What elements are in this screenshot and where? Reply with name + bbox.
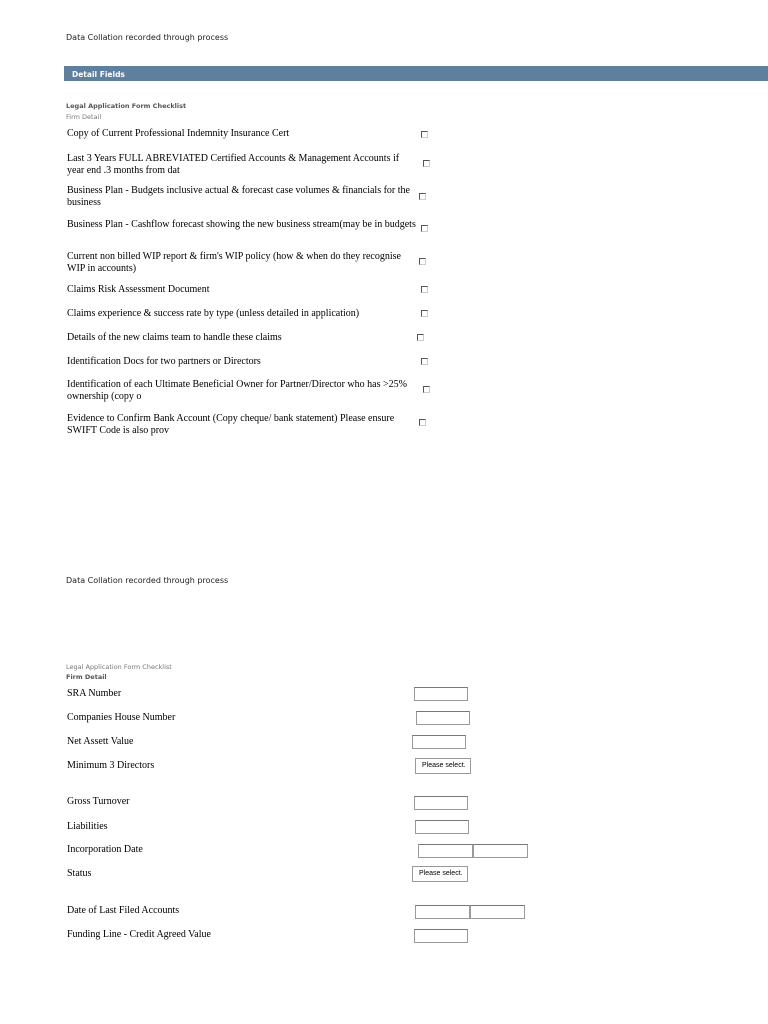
companies-house-number-label: Companies House Number [67,712,176,723]
form-title: Legal Application Form Checklist [66,663,172,671]
sra-number-label: SRA Number [67,688,122,699]
sra-number-input[interactable] [414,687,468,701]
checklist-item-label: Details of the new claims team to handle these claims [67,332,282,343]
checklist-item-label: Copy of Current Professional Indemnity Insurance Cert [67,128,290,139]
liabilities-input[interactable] [415,820,469,834]
gross-turnover-label: Gross Turnover [67,796,130,807]
liabilities-label: Liabilities [67,821,108,832]
checklist-checkbox[interactable] [421,358,428,365]
status-label: Status [67,868,92,879]
last-filed-accounts-label: Date of Last Filed Accounts [67,905,180,916]
gross-turnover-input[interactable] [414,796,468,810]
checklist-item-label: Current non billed WIP report & firm's WIP policy (how & when do they recognise WIP in accounts) [67,251,401,274]
status-select[interactable]: Please select. [412,866,468,882]
checklist-checkbox[interactable] [421,310,428,317]
last-filed-accounts-time-input[interactable] [470,905,525,919]
incorporation-date-label: Incorporation Date [67,844,143,855]
checklist-checkbox[interactable] [419,258,426,265]
checklist-checkbox[interactable] [421,225,428,232]
minimum-directors-label: Minimum 3 Directors [67,760,155,771]
checklist-item-label: Last 3 Years FULL ABREVIATED Certified Accounts & Management Accounts if year end .3 months from dat [67,153,400,176]
checklist-checkbox[interactable] [419,193,426,200]
checklist-item-label: Business Plan - Budgets inclusive actual & forecast case volumes & financials for the business [67,185,410,208]
checklist-checkbox[interactable] [419,419,426,426]
checklist-item-label: Identification Docs for two partners or Directors [67,356,261,367]
net-asset-value-input[interactable] [412,735,466,749]
net-asset-value-label: Net Assett Value [67,736,134,747]
form-subtitle: Firm Detail [66,113,102,121]
page-header: Data Collation recorded through process [66,576,229,585]
last-filed-accounts-input[interactable] [415,905,470,919]
band-label: Detail Fields [72,70,125,79]
checklist-checkbox[interactable] [423,386,430,393]
checklist-checkbox[interactable] [421,286,428,293]
form-title: Legal Application Form Checklist [66,102,187,110]
checklist-item-label: Claims Risk Assessment Document [67,284,210,295]
minimum-directors-select[interactable]: Please select. [415,758,471,774]
funding-line-label: Funding Line - Credit Agreed Value [67,929,211,940]
checklist-item-label: Business Plan - Cashflow forecast showing the new business stream(may be in budgets [67,219,416,230]
companies-house-number-input[interactable] [416,711,470,725]
checklist-item-label: Identification of each Ultimate Beneficial Owner for Partner/Director who has >25% ownership (copy o [67,379,407,402]
form-subtitle: Firm Detail [66,673,107,681]
checklist-item-label: Claims experience & success rate by type (unless detailed in application) [67,308,360,319]
incorporation-date-input[interactable] [418,844,473,858]
checklist-checkbox[interactable] [417,334,424,341]
checklist-item-label: Evidence to Confirm Bank Account (Copy cheque/ bank statement) Please ensure SWIFT Code is also prov [67,413,395,436]
page-header: Data Collation recorded through process [66,33,229,42]
incorporation-date-time-input[interactable] [473,844,528,858]
detail-fields-band [64,66,768,81]
checklist-checkbox[interactable] [423,160,430,167]
funding-line-input[interactable] [414,929,468,943]
checklist-checkbox[interactable] [421,131,428,138]
